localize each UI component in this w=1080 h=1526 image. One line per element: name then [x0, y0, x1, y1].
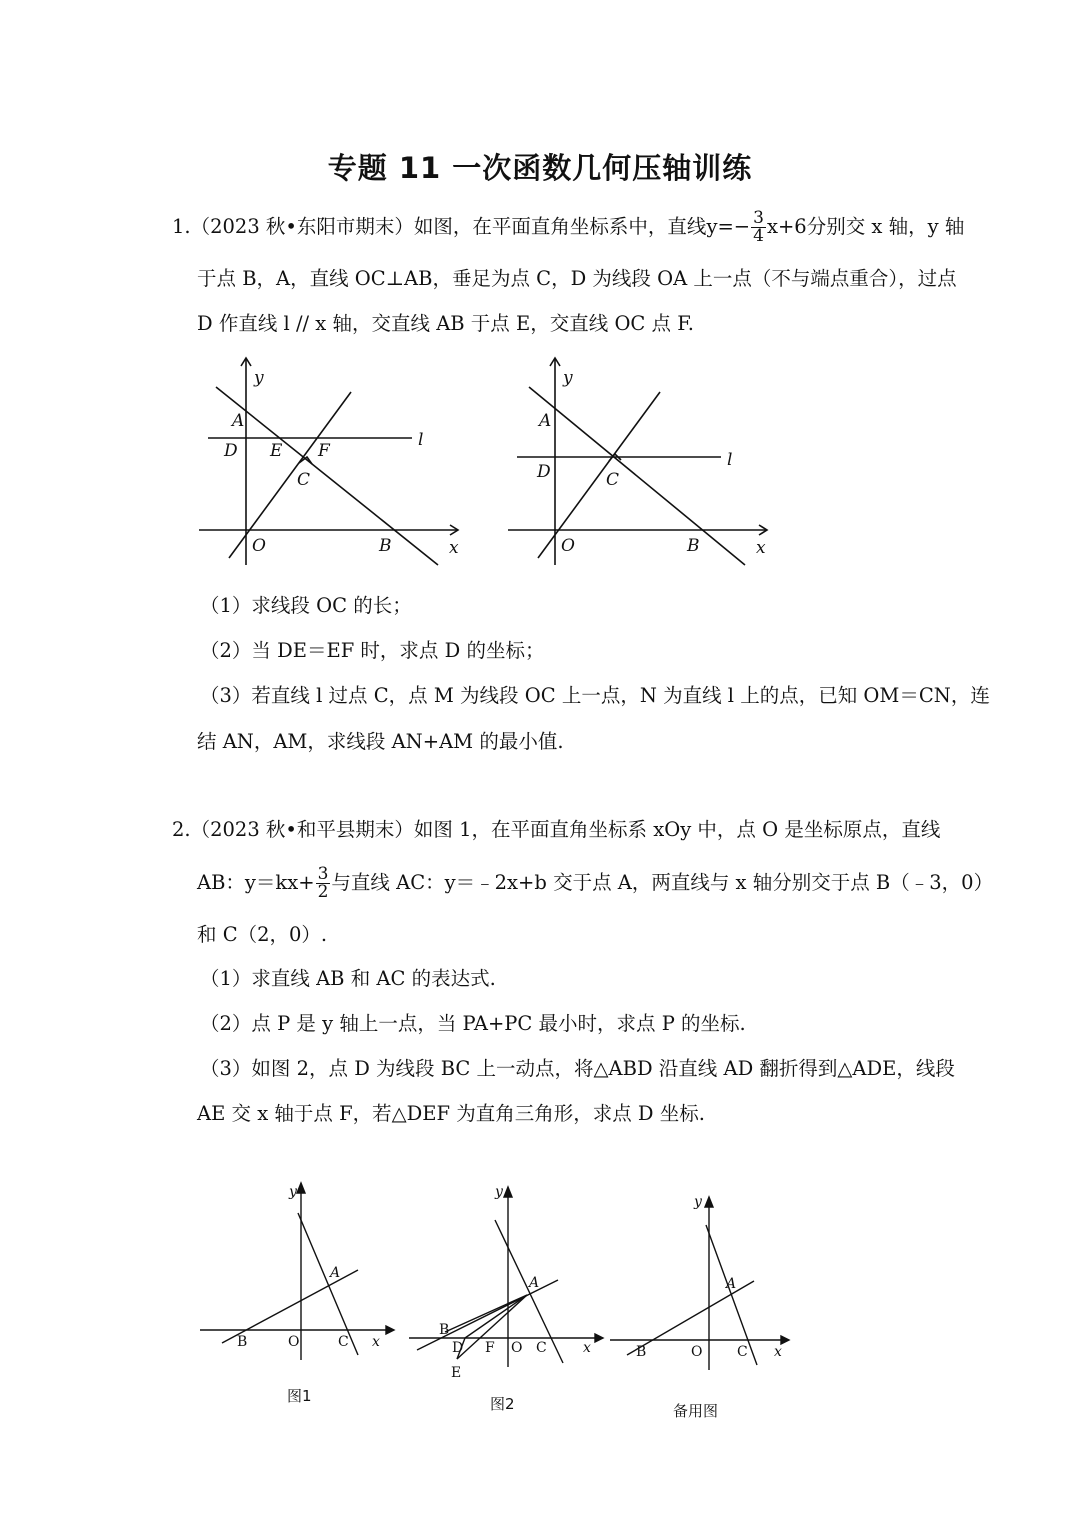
label-a: A [529, 1275, 540, 1291]
x-axis-arrow [781, 1336, 789, 1344]
q1-fraction-numerator: 3 [753, 208, 764, 228]
line-oc [229, 392, 351, 558]
q1-fraction-denominator: 4 [753, 226, 764, 246]
segment-ad [465, 1295, 527, 1338]
q1-figure-left [196, 350, 476, 575]
line-ac [495, 1220, 563, 1363]
label-c: C [737, 1344, 748, 1360]
label-b: B [439, 1322, 450, 1338]
line-ab [216, 387, 438, 565]
q2-sub3-b: AE 交 x 轴于点 F，若△DEF 为直角三角形，求点 D 坐标. [197, 1102, 705, 1125]
label-f: F [318, 441, 330, 461]
figure-1-caption: 图1 [287, 1387, 312, 1405]
q2-figure-spare [607, 1185, 797, 1380]
q1-sub3-a: （3）若直线 l 过点 C，点 M 为线段 OC 上一点，N 为直线 l 上的点，已知 OM＝CN，连 [200, 684, 990, 707]
q2-figure-2 [405, 1175, 605, 1385]
page-title: 专题 11 一次函数几何压轴训练 [327, 151, 753, 185]
q1-line1-text-a: 1.（2023 秋•东阳市期末）如图，在平面直角坐标系中，直线 [172, 215, 707, 238]
label-c: C [338, 1334, 349, 1350]
q2-sub2: （2）点 P 是 y 轴上一点，当 PA+PC 最小时，求点 P 的坐标. [200, 1012, 746, 1035]
q2-line2-text-a: AB：y＝kx+ [197, 871, 315, 894]
label-b: B [636, 1344, 647, 1360]
q2-line3: 和 C（2，0）. [197, 923, 328, 946]
label-e: E [270, 441, 283, 461]
label-y: y [563, 368, 573, 388]
label-l: l [418, 430, 424, 450]
y-axis-arrow [504, 1187, 512, 1197]
x-axis-arrow [386, 1326, 394, 1334]
label-d: D [537, 462, 551, 482]
q2-sub3-a: （3）如图 2，点 D 为线段 BC 上一动点，将△ABD 沿直线 AD 翻折得到△ADE，线段 [200, 1057, 955, 1080]
x-axis-arrow [595, 1334, 603, 1342]
q2-line1: 2.（2023 秋•和平县期末）如图 1，在平面直角坐标系 xOy 中，点 O 是坐标原点，直线 [172, 818, 941, 841]
q1-equation-fraction [751, 210, 766, 245]
q1-line2: 于点 B，A，直线 OC⊥AB，垂足为点 C，D 为线段 OA 上一点（不与端点重合），过点 [197, 267, 957, 290]
label-o: O [252, 536, 266, 556]
label-d: D [224, 441, 238, 461]
label-f: F [485, 1340, 495, 1356]
label-x: x [774, 1344, 782, 1360]
label-x: x [449, 538, 459, 558]
q1-line3: D 作直线 l // x 轴，交直线 AB 于点 E，交直线 OC 点 F. [197, 312, 694, 335]
label-y: y [694, 1194, 702, 1210]
q1-line1 [172, 210, 964, 245]
q1-equation-suffix: x+6 [766, 215, 807, 238]
y-axis-arrow [705, 1197, 713, 1207]
q1-sub3-b: 结 AN，AM，求线段 AN+AM 的最小值. [197, 730, 564, 753]
label-o: O [511, 1340, 523, 1356]
q1-line1-text-b: 分别交 x 轴，y 轴 [806, 215, 965, 238]
label-l: l [727, 450, 733, 470]
q1-equation-prefix: y=− [706, 215, 751, 238]
label-o: O [691, 1344, 703, 1360]
q2-fraction-denominator: 2 [317, 882, 329, 902]
q1-sub2: （2）当 DE＝EF 时，求点 D 的坐标； [200, 639, 545, 662]
q2-figure-1 [196, 1175, 396, 1375]
figure-2-caption: 图2 [490, 1395, 515, 1413]
label-x: x [372, 1334, 380, 1350]
figure-spare-caption: 备用图 [673, 1402, 719, 1420]
label-y: y [254, 368, 264, 388]
label-b: B [379, 536, 392, 556]
y-axis-arrow [297, 1183, 305, 1193]
label-a: A [539, 411, 552, 431]
q1-sub1: （1）求线段 OC 的长； [200, 594, 412, 617]
line-ac [298, 1213, 358, 1355]
label-x: x [583, 1340, 591, 1356]
label-y: y [289, 1184, 297, 1200]
q1-figure-right [505, 350, 785, 575]
label-b: B [237, 1334, 248, 1350]
label-o: O [288, 1334, 300, 1350]
label-a: A [726, 1276, 737, 1292]
label-y: y [495, 1184, 503, 1200]
label-d: D [452, 1340, 464, 1356]
label-c: C [297, 470, 311, 490]
label-a: A [232, 411, 245, 431]
q2-fraction [316, 866, 331, 901]
label-o: O [561, 536, 575, 556]
label-a: A [330, 1265, 341, 1281]
q2-line2-text-b: 与直线 AC：y＝﹣2x+b 交于点 A，两直线与 x 轴分别交于点 B（﹣3，0） [331, 871, 994, 894]
label-b: B [687, 536, 700, 556]
q2-sub1: （1）求直线 AB 和 AC 的表达式. [200, 967, 496, 990]
segment-ab [445, 1295, 527, 1332]
q2-line2 [197, 866, 993, 901]
label-c: C [536, 1340, 547, 1356]
q2-fraction-numerator: 3 [317, 864, 329, 884]
line-ac [706, 1225, 757, 1365]
label-e: E [451, 1365, 462, 1381]
label-c: C [606, 470, 620, 490]
label-x: x [756, 538, 766, 558]
line-oc [538, 392, 660, 558]
